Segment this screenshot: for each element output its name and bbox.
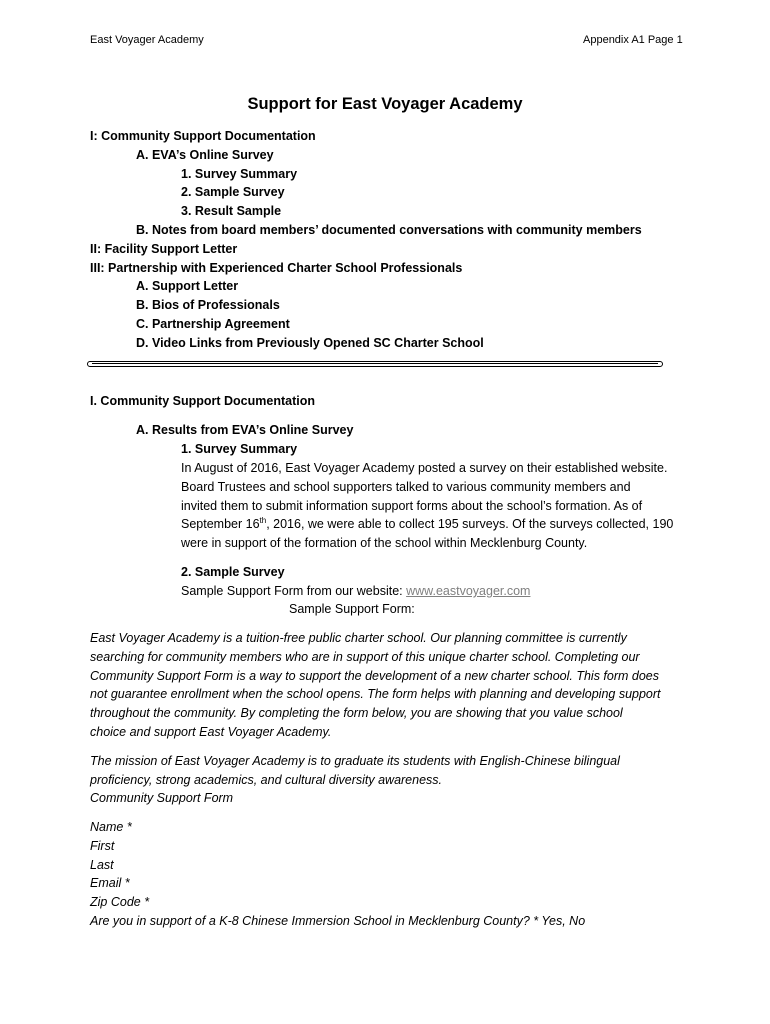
summary-line: September 16th, 2016, we were able to collect 195 surveys. Of the surveys collected, 190 — [181, 516, 674, 531]
toc-item: D. Video Links from Previously Opened SC Charter School — [136, 335, 484, 350]
section-divider — [87, 361, 663, 367]
mission-line: The mission of East Voyager Academy is to graduate its students with English-Chinese bilingual — [90, 754, 620, 768]
toc-item: II: Facility Support Letter — [90, 241, 238, 256]
intro-line: choice and support East Voyager Academy. — [90, 725, 332, 739]
sample-form-label: Sample Support Form: — [289, 602, 415, 616]
toc-item: III: Partnership with Experienced Charter School Professionals — [90, 260, 463, 275]
summary-line: were in support of the formation of the school within Mecklenburg County. — [181, 536, 588, 550]
toc-item: 1. Survey Summary — [181, 166, 298, 181]
intro-line: Community Support Form is a way to support the development of a new charter school. This form does — [90, 668, 660, 683]
intro-line: throughout the community. By completing the form below, you are showing that you value school — [90, 706, 623, 721]
website-link[interactable]: www.eastvoyager.com — [406, 584, 531, 598]
form-field-label: Name * — [90, 820, 132, 834]
toc-item: I: Community Support Documentation — [90, 129, 316, 143]
toc-item: B. Notes from board members’ documented conversations with community members — [136, 223, 642, 237]
summary-line: invited them to submit information support forms about the school’s formation. As of — [181, 499, 643, 513]
page-title: Support for East Voyager Academy — [247, 95, 523, 113]
sample-survey-title: 2. Sample Survey — [181, 565, 285, 579]
intro-line: not guarantee enrollment when the school opens. The form helps with planning and developing support — [90, 687, 661, 702]
form-field-label: First — [90, 838, 115, 853]
mission-line: proficiency, strong academics, and cultural diversity awareness. — [90, 772, 443, 787]
toc-item: B. Bios of Professionals — [136, 298, 280, 313]
form-field-label: Are you in support of a K-8 Chinese Immersion School in Mecklenburg County? * Yes, No — [90, 914, 586, 928]
section-heading: I. Community Support Documentation — [90, 394, 315, 408]
form-field-label: Last — [90, 857, 114, 872]
toc-item: 2. Sample Survey — [181, 185, 285, 200]
form-title: Community Support Form — [90, 791, 234, 805]
toc-item: 3. Result Sample — [181, 204, 282, 219]
subsection-heading: A. Results from EVA’s Online Survey — [136, 423, 354, 437]
toc-item: C. Partnership Agreement — [136, 317, 290, 331]
summary-line: In August of 2016, East Voyager Academy posted a survey on their established website. — [181, 461, 668, 475]
form-field-label: Zip Code * — [90, 895, 150, 910]
header-school-name: East Voyager Academy — [90, 34, 204, 46]
summary-line: Board Trustees and school supporters talked to various community members and — [181, 480, 631, 494]
survey-summary-title: 1. Survey Summary — [181, 442, 298, 456]
sample-survey-line: Sample Support Form from our website: www.eastvoyager.com — [181, 584, 531, 598]
intro-line: East Voyager Academy is a tuition-free public charter school. Our planning committee is currently — [90, 631, 627, 645]
intro-line: searching for community members who are in support of this unique charter school. Completing our — [90, 649, 640, 664]
toc-item: A. EVA’s Online Survey — [136, 147, 274, 162]
form-field-label: Email * — [90, 876, 130, 891]
toc-item: A. Support Letter — [136, 279, 239, 294]
header-page-label: Appendix A1 Page 1 — [583, 34, 683, 46]
